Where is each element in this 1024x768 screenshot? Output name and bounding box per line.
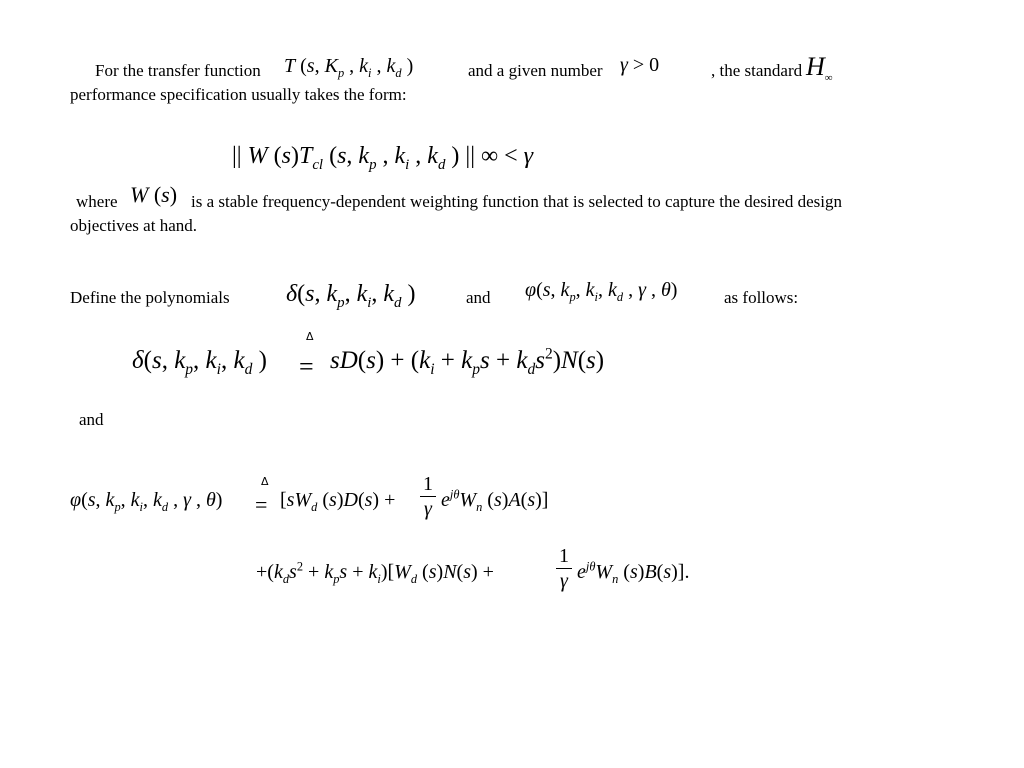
phi-definition-delta-symbol: Δ — [261, 475, 269, 488]
weighting-function-math: W (s) — [130, 182, 178, 207]
define-text: Define the polynomials — [70, 288, 230, 307]
where-text: where — [76, 192, 118, 211]
where-description: is a stable frequency-dependent weighting function that is selected to capture the desired design — [191, 192, 842, 211]
hinf-spec-equation: || W $(s)T_{cl}$ (s, $k_p$ , $k_i$ , $k_d$ ) || ∞ < γ — [232, 143, 534, 173]
and-text: and — [79, 410, 104, 429]
as-follows-text: as follows: — [724, 288, 799, 307]
phi-definition-equals: = — [255, 492, 268, 517]
h-infinity-math: $H_\infty$ — [806, 52, 833, 85]
where-description-line2: objectives at hand. — [70, 216, 197, 235]
phi-definition-rhs-2b: $e^{j\theta}W_n$ (s)B(s)]. — [577, 559, 690, 586]
delta-polynomial-math: δ(s, $k_p$, $k_i$, $k_d$ ) — [286, 281, 416, 311]
phi-definition-lhs: φ(s, $k_p$, $k_i$, $k_d$ , γ , θ) — [70, 489, 223, 514]
one-over-gamma-fraction-2: 1 γ — [556, 546, 572, 591]
gamma-positive-math: γ > 0 — [620, 54, 660, 76]
intro-text-a: For the transfer function — [95, 61, 261, 80]
definition-equals: = — [299, 352, 314, 381]
one-over-gamma-fraction-1: 1 γ — [420, 474, 436, 519]
phi-definition-rhs-1a: [$sW_d$ (s)D(s) + — [280, 489, 396, 514]
intro-text-b: and a given number — [468, 61, 603, 80]
phi-definition-rhs-1b: $e^{j\theta}W_n$ (s)A(s)] — [441, 487, 549, 514]
intro-text-line2: performance specification usually takes the form: — [70, 85, 407, 104]
phi-polynomial-math: φ(s, $k_p$, $k_i$, $k_d$ , γ , θ) — [525, 279, 678, 304]
intro-text-c: , the standard — [711, 61, 803, 80]
definition-delta-symbol: Δ — [306, 330, 314, 343]
delta-definition-rhs: $sD(s) + (k_i + k_ps + k_ds^2)N(s)$ — [330, 345, 605, 378]
and-text-inline: and — [466, 288, 491, 307]
delta-definition-lhs: δ(s, $k_p$, $k_i$, $k_d$ ) — [132, 347, 267, 378]
phi-definition-rhs-2a: $+(k_ds^2 + k_ps + k_i)[W_d$ (s)N(s) + — [256, 559, 494, 586]
transfer-function-math: T (s, $K_p$ , $k_i$ , $k_d$ ) — [284, 55, 414, 80]
